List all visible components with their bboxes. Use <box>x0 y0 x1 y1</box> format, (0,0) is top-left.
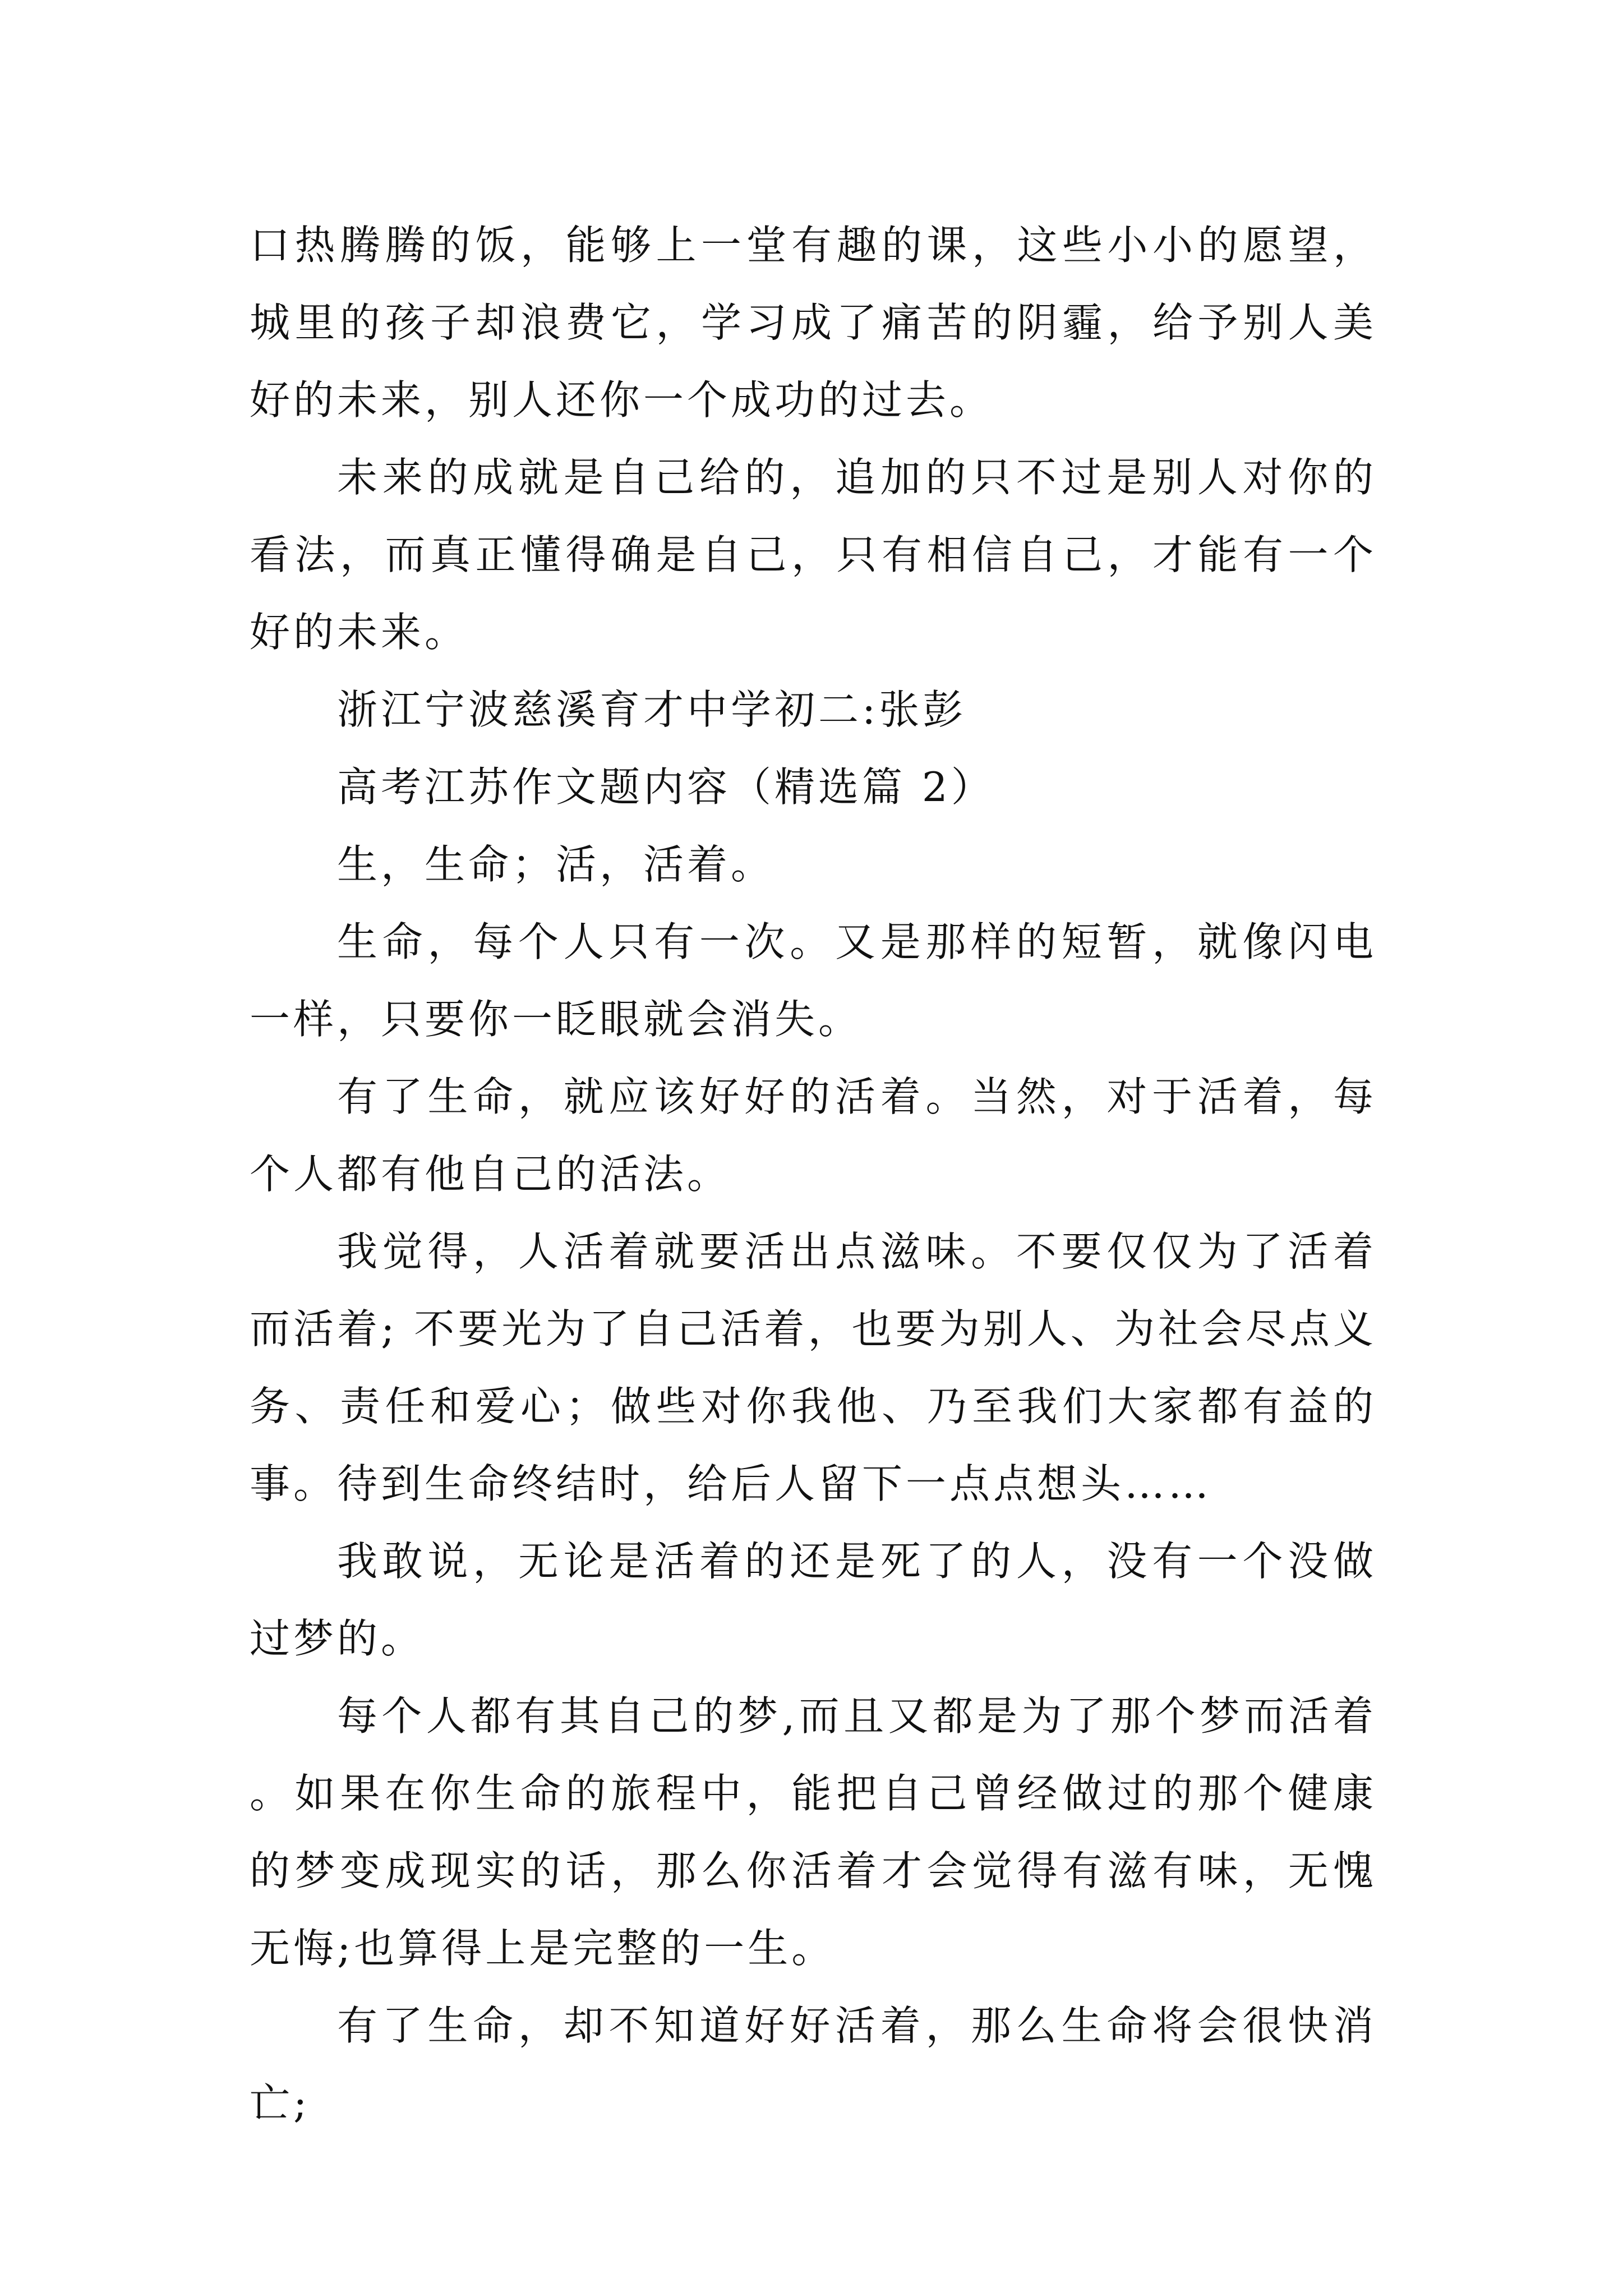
paragraph: 每个人都有其自己的梦,而且又都是为了那个梦而活着。如果在你生命的旅程中，能把自己曾经做过的那个健康的梦变成现实的话，那么你活着才会觉得有滋有味，无愧无悔;也算得上是完整的一生。 <box>250 1692 1377 1972</box>
paragraph: 我觉得，人活着就要活出点滋味。不要仅仅为了活着而活着; 不要光为了自己活着，也要为别人、为社会尽点义务、责任和爱心；做些对你我他、乃至我们大家都有益的事。待到生命终结时，给后人留下一点点想头…… <box>250 1228 1377 1507</box>
paragraph: 未来的成就是自己给的，追加的只不过是别人对你的看法，而真正懂得确是自己，只有相信自己，才能有一个好的未来。 <box>250 454 1377 656</box>
paragraph: 我敢说，无论是活着的还是死了的人，没有一个没做过梦的。 <box>250 1538 1377 1662</box>
paragraph: 生，生命；活，活着。 <box>337 841 775 888</box>
paragraph: 有了生命，就应该好好的活着。当然，对于活着，每个人都有他自己的活法。 <box>250 1073 1377 1198</box>
document-body <box>250 206 1377 2142</box>
paragraph: 有了生命，却不知道好好活着，那么生命将会很快消亡; <box>250 2002 1377 2127</box>
section-title: 高考江苏作文题内容（精选篇 2） <box>337 763 995 811</box>
author-line: 浙江宁波慈溪育才中学初二:张彭 <box>337 686 967 733</box>
paragraph: 生命，每个人只有一次。又是那样的短暂，就像闪电一样，只要你一眨眼就会消失。 <box>250 918 1377 1043</box>
paragraph: 口热腾腾的饭，能够上一堂有趣的课，这些小小的愿望，城里的孩子却浪费它，学习成了痛苦的阴霾，给予别人美好的未来，别人还你一个成功的过去。 <box>250 222 1377 424</box>
